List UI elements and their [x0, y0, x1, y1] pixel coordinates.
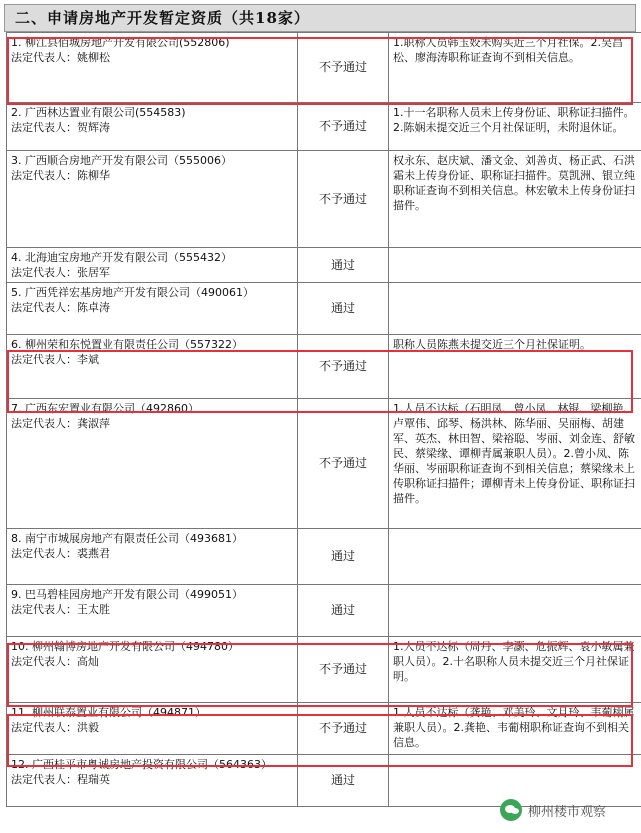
- legal-representative: 法定代表人：李斌: [11, 353, 99, 366]
- table-row: [7, 103, 641, 151]
- table-body: [7, 33, 641, 807]
- company-name: 3. 广西顺合房地产开发有限公司（555006）: [11, 154, 232, 167]
- result-cell: 不予通过: [298, 703, 389, 755]
- company-name: 12. 广西桂平市粤诚房地产投资有限公司（564363）: [11, 758, 272, 771]
- company-cell: [7, 151, 298, 248]
- company-cell: [7, 529, 298, 585]
- reason-cell: 1.十一名职称人员未上传身份证、职称证扫描件。2.陈娴未提交近三个月社保证明，未附退休证。: [389, 103, 641, 151]
- company-name: 5. 广西凭祥宏基房地产开发有限公司（490061）: [11, 286, 254, 299]
- table-row: [7, 151, 641, 248]
- company-name: 9. 巴马碧桂园房地产开发有限公司（499051）: [11, 588, 243, 601]
- legal-representative: 法定代表人：贺辉涛: [11, 121, 110, 134]
- table-row: [7, 637, 641, 703]
- result-cell: 通过: [298, 585, 389, 637]
- legal-representative: 法定代表人：张居军: [11, 266, 110, 279]
- result-cell: 通过: [298, 248, 389, 283]
- table-row: [7, 703, 641, 755]
- reason-cell: [389, 248, 641, 283]
- company-cell: [7, 637, 298, 703]
- company-cell: [7, 33, 298, 103]
- result-cell: 通过: [298, 283, 389, 335]
- table-row: [7, 585, 641, 637]
- company-name: 1. 柳江县佰城房地产开发有限公司(552806): [11, 36, 230, 49]
- company-name: 4. 北海迪宝房地产开发有限公司（555432）: [11, 251, 232, 264]
- company-name: 6. 柳州荣和东悦置业有限责任公司（557322）: [11, 338, 243, 351]
- table-row: [7, 335, 641, 399]
- company-cell: [7, 248, 298, 283]
- result-cell: 不予通过: [298, 151, 389, 248]
- reason-cell: 1.人员不达标（龚艳、邓美玲、文月玲、韦葡栩属兼职人员）。2.龚艳、韦葡栩职称证查询不到相关信息。: [389, 703, 641, 755]
- table-row: [7, 33, 641, 103]
- legal-representative: 法定代表人：龚淑萍: [11, 417, 110, 430]
- reason-cell: [389, 585, 641, 637]
- company-cell: [7, 335, 298, 399]
- company-name: 2. 广西林达置业有限公司(554583): [11, 106, 186, 119]
- result-cell: 通过: [298, 755, 389, 807]
- company-name: 11. 柳州联泰置业有限公司（494871）: [11, 706, 206, 719]
- reason-cell: 权永东、赵庆斌、潘文金、刘善贞、杨正武、石洪霜未上传身份证、职称证扫描件。莫凯洲、银立纯职称证查询不到相关信息。林宏敏未上传身份证扫描件。: [389, 151, 641, 248]
- legal-representative: 法定代表人：陈柳华: [11, 169, 110, 182]
- company-cell: [7, 103, 298, 151]
- legal-representative: 法定代表人：洪毅: [11, 721, 99, 734]
- reason-cell: 1.人员不达标（石明凤、曾小凤、林锟、梁柳艳、卢覃伟、邱琴、杨洪林、陈华丽、吴丽梅、胡建军、英杰、林田智、梁裕聪、岑丽、刘金连、舒敏民、蔡梁缘、谭柳青属兼职人员）。2.曾小凤、陈华丽、岑丽职称证查询不到相关信息；蔡梁缘未上传职称证扫描件；谭柳青未上传身份证、职称证扫描件。: [389, 399, 641, 529]
- legal-representative: 法定代表人：姚柳松: [11, 51, 110, 64]
- reason-cell: [389, 529, 641, 585]
- wechat-icon: [500, 799, 522, 821]
- reason-cell: 1.人员不达标（周丹、李灏、危振辉、袁小敏属兼职人员）。2.十名职称人员未提交近三个月社保证明。: [389, 637, 641, 703]
- table-row: [7, 529, 641, 585]
- company-name: 7. 广西东宏置业有限公司（492860）: [11, 402, 199, 415]
- company-cell: [7, 399, 298, 529]
- company-cell: [7, 283, 298, 335]
- result-cell: 通过: [298, 529, 389, 585]
- result-cell: 不予通过: [298, 103, 389, 151]
- table-row: [7, 399, 641, 529]
- legal-representative: 法定代表人：王太胜: [11, 603, 110, 616]
- legal-representative: 法定代表人：陈卓涛: [11, 301, 110, 314]
- section-title: 二、申请房地产开发暂定资质（共18家）: [4, 4, 636, 32]
- reason-cell: 1.职称人员韩玉姣未购买近三个月社保。2.吴昌松、廖海涛职称证查询不到相关信息。: [389, 33, 641, 103]
- table-row: [7, 283, 641, 335]
- result-cell: 不予通过: [298, 399, 389, 529]
- reason-cell: 职称人员陈燕未提交近三个月社保证明。: [389, 335, 641, 399]
- result-cell: 不予通过: [298, 335, 389, 399]
- company-cell: [7, 755, 298, 807]
- watermark-text: 柳州楼市观察: [528, 804, 607, 820]
- company-name: 10. 柳州翰博房地产开发有限公司（494780）: [11, 640, 239, 653]
- result-cell: 不予通过: [298, 637, 389, 703]
- legal-representative: 法定代表人：高灿: [11, 655, 99, 668]
- company-cell: [7, 585, 298, 637]
- legal-representative: 法定代表人：裘燕君: [11, 547, 110, 560]
- company-name: 8. 南宁市城展房地产有限责任公司（493681）: [11, 532, 243, 545]
- legal-representative: 法定代表人：程瑞英: [11, 773, 110, 786]
- table-row: [7, 248, 641, 283]
- qualification-table: [6, 32, 641, 807]
- reason-cell: [389, 283, 641, 335]
- result-cell: 不予通过: [298, 33, 389, 103]
- company-cell: [7, 703, 298, 755]
- watermark: [500, 792, 640, 828]
